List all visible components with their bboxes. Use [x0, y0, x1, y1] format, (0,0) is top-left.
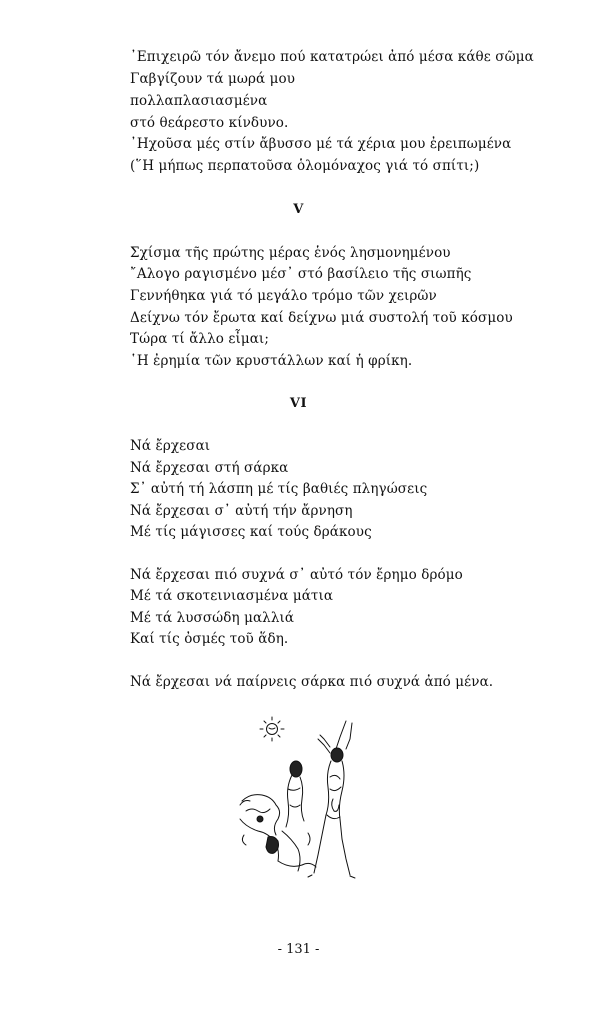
poem-line: Γαβγίζουν τά μωρά μου: [130, 71, 296, 87]
sun-icon: [260, 717, 284, 741]
section-numeral-vi: VI: [289, 396, 308, 411]
poem-closing-line: Νά ἔρχεσαι νά παίρνεις σάρκα πιό συχνά ἀπό μένα.: [130, 674, 494, 690]
poem-line: Δείχνω τόν ἔρωτα καί δείχνω μιά συστολή τοῦ κόσμου: [130, 310, 513, 326]
poem-line: ῎Αλογο ραγισμένο μέσ᾿ στό βασίλειο τῆς σιωπῆς: [130, 266, 472, 282]
section-numeral-v: V: [293, 202, 304, 217]
poem-line: Νά ἔρχεσαι: [130, 438, 211, 454]
page-number: - 131 -: [277, 942, 320, 957]
poem-line: Νά ἔρχεσαι πιό συχνά σ᾿ αὐτό τόν ἔρημο δρόμο: [130, 567, 463, 583]
poem-line: Σ᾿ αὐτή τή λάσπη μέ τίς βαθιές πληγώσεις: [130, 481, 428, 497]
poem-line: Μέ τά λυσσώδη μαλλιά: [130, 610, 295, 626]
poem-line: στό θεάρεστο κίνδυνο.: [130, 115, 289, 131]
poem-line: Νά ἔρχεσαι σ᾿ αὐτή τήν ἄρνηση: [130, 503, 353, 519]
poem-line: Μέ τίς μάγισσες καί τούς δράκους: [130, 524, 372, 540]
poem-line: Γεννήθηκα γιά τό μεγάλο τρόμο τῶν χειρῶν: [130, 288, 437, 304]
poem-line: ῾Η ἐρημία τῶν κρυστάλλων καί ἡ φρίκη.: [130, 353, 413, 369]
poem-line: (῞Η μήπως περπατοῦσα ὁλομόναχος γιά τό σπίτι;): [130, 158, 480, 174]
poem-line: Καί τίς ὀσμές τοῦ ἅδη.: [130, 631, 289, 647]
ink-illustration: [238, 715, 368, 890]
poem-line: ᾿Επιχειρῶ τόν ἄνεμο πού κατατρώει ἀπό μέσα κάθε σῶμα: [130, 49, 534, 65]
poem-line: ᾿Ηχοῦσα μές στίν ἄβυσσο μέ τά χέρια μου ἐρειπωμένα: [130, 136, 512, 152]
poem-line: Νά ἔρχεσαι στή σάρκα: [130, 460, 289, 476]
poem-line: Σχίσμα τῆς πρώτης μέρας ἑνός λησμονημένου: [130, 245, 451, 261]
poem-line: Τώρα τί ἄλλο εἶμαι;: [130, 331, 269, 347]
poem-line: πολλαπλασιασμένα: [130, 93, 268, 109]
poem-line: Μέ τά σκοτεινιασμένα μάτια: [130, 588, 334, 604]
